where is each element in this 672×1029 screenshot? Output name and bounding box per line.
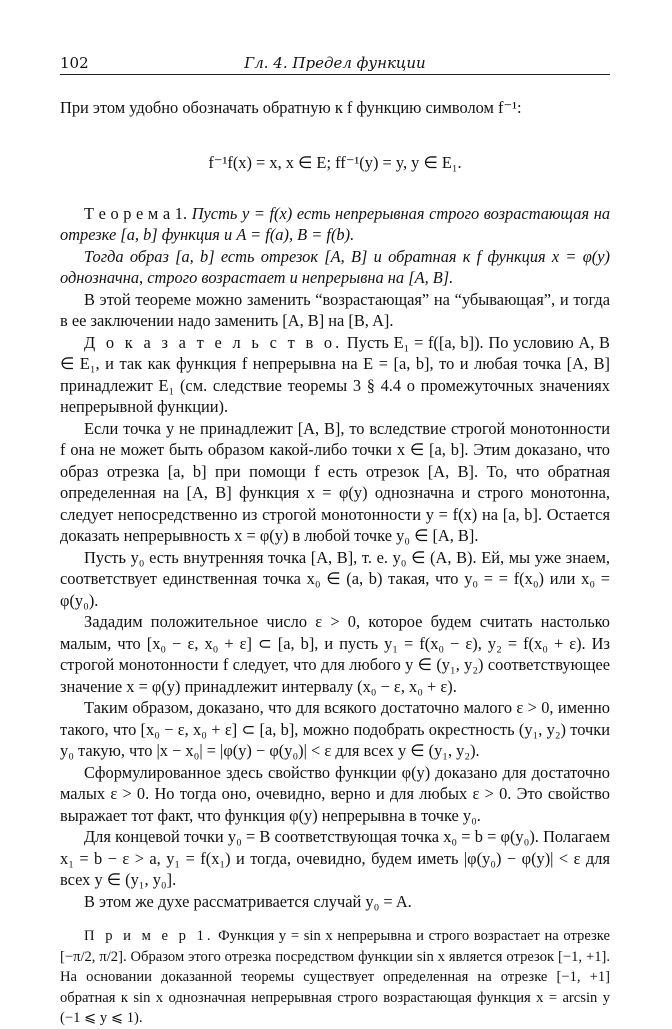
paragraph-property: Сформулированное здесь свойство функции φ(y) доказано для достаточно малых ε > 0. Но тогда оно, очевидно, верно и для любых ε > 0. Это свойство выражает тот факт, что функция φ(y) непрерывна в точке y₀.: [60, 762, 610, 825]
inverse-formula: f⁻¹f(x) = x, x ∈ E; ff⁻¹(y) = y, y ∈ E₁.: [208, 152, 462, 172]
paragraph-remark: В этой теореме можно заменить “возрастающая” на “убывающая”, и тогда в ее заключении надо заменить [A, B] на [B, A].: [60, 289, 610, 330]
example-text: Функция y = sin x непрерывна и строго возрастает на отрезке [−π/2, π/2]. Образом этого отрезка посредством функции sin x является отрезок [−1, +1]. На основании доказанной теоремы существует определенная на отрезке [−1, +1] обратная к sin x однозначная непрерывная строго возрастающая функция x = arcsin y (−1 ⩽ y ⩽ 1).: [60, 928, 610, 1026]
running-header: [60, 52, 610, 75]
paragraph-neighborhood: Таким образом, доказано, что для всякого достаточно малого ε > 0, именно такого, что [x₀ − ε, x₀ + ε] ⊂ [a, b], можно подобрать окрестность (y₁, y₂) точки y₀ такую, что |x − x₀| = |φ(y) − φ(y₀)| < ε для всех y ∈ (y₁, y₂).: [60, 698, 610, 760]
paragraph-case-a: В этом же духе рассматривается случай y₀ = A.: [84, 891, 412, 911]
proof-text: Пусть E₁ = f([a, b]). По условию A, B ∈ E₁, и так как функция f непрерывна на E = [a, b], то и любая точка [A, B] принадлежит E₁ (см. следствие теоремы 3 § 4.4 о промежуточных значениях непрерывной функции).: [60, 332, 610, 416]
paragraph-monotonic: Если точка y не принадлежит [A, B], то вследствие строгой монотонности f она не может быть образом какой-либо точки x ∈ [a, b]. Этим доказано, что образ отрезка [a, b] при помощи f есть отрезок [A, B]. То, что обратная определенная на [A, B] функция x = φ(y) однозначна и строго монотонна, следует непосредственно из строгой монотонности y = f(x) на [a, b]. Остается доказать непрерывность x = φ(y) в любой точке y₀ ∈ [A, B].: [60, 418, 610, 545]
proof-label: Д о к а з а т е л ь с т в о.: [84, 332, 343, 352]
theorem-label: Т е о р е м а 1.: [84, 203, 188, 223]
paragraph-endpoint: Для концевой точки y₀ = B соответствующая точка x₀ = b = φ(y₀). Полагаем x₁ = b − ε > a, y₁ = f(x₁) и тогда, очевидно, будем иметь |φ(y₀) − φ(y)| < ε для всех y ∈ (y₁, y₀].: [60, 827, 610, 889]
proof-paragraph: [60, 332, 610, 418]
book-page: [60, 52, 610, 1029]
example-label: П р и м е р 1.: [84, 928, 214, 944]
paragraph-epsilon: Зададим положительное число ε > 0, которое будем считать настолько малым, что [x₀ − ε, x₀ + ε] ⊂ [a, b], и пусть y₁ = f(x₀ − ε), y₂ = f(x₀ + ε). Из строгой монотонности f следует, что для любого y ∈ (y₁, y₂) соответствующее значение x = φ(y) принадлежит интервалу (x₀ − ε, x₀ + ε).: [60, 612, 610, 696]
example-paragraph: [60, 926, 610, 1029]
intro-text: При этом удобно обозначать обратную к f функцию символом f⁻¹:: [60, 98, 522, 117]
theorem-conclusion: Тогда образ [a, b] есть отрезок [A, B] и обратная к f функция x = φ(y) однозначна, строго возрастает и непрерывна на [A, B].: [60, 246, 610, 287]
chapter-title: Гл. 4. Предел функции: [244, 54, 426, 72]
theorem-hypothesis: Пусть y = f(x) есть непрерывная строго возрастающая на отрезке [a, b] функция и A = f(a), B = f(b).: [60, 203, 611, 244]
paragraph-interior-point: Пусть y₀ есть внутренняя точка [A, B], т. е. y₀ ∈ (A, B). Ей, мы уже знаем, соответствует единственная точка x₀ ∈ (a, b) такая, что y₀ = = f(x₀) или x₀ = φ(y₀).: [60, 547, 610, 610]
theorem-statement: [60, 203, 610, 246]
page-number: 102: [60, 54, 89, 72]
